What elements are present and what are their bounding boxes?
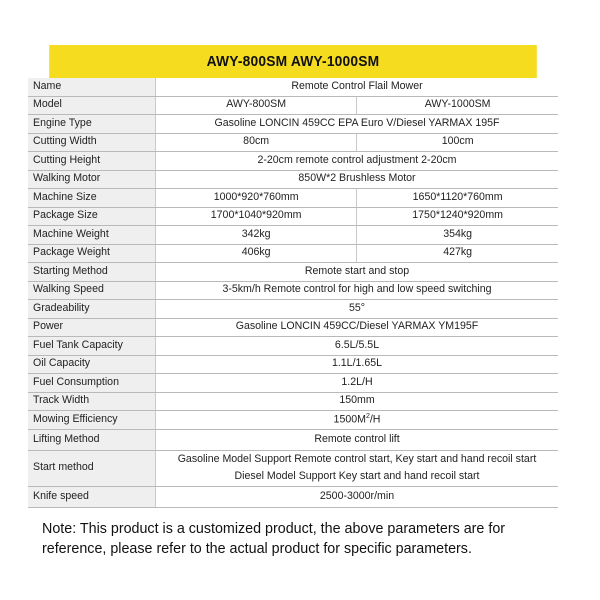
- table-row: [28, 300, 558, 319]
- table-row: [28, 244, 558, 263]
- table-row: [28, 355, 558, 374]
- table-row: [28, 207, 558, 226]
- row-value-b: 354kg: [357, 226, 558, 245]
- row-value-b: AWY-1000SM: [357, 96, 558, 115]
- row-value-b: 1750*1240*920mm: [357, 207, 558, 226]
- table-row: [28, 189, 558, 208]
- row-label: Package Size: [28, 207, 156, 226]
- row-label: Model: [28, 96, 156, 115]
- mowing-efficiency-number: 1500M: [333, 413, 366, 426]
- table-row: [28, 115, 558, 134]
- row-value: 3-5km/h Remote control for high and low speed switching: [156, 281, 559, 300]
- row-value-b: 1650*1120*760mm: [357, 189, 558, 208]
- row-label: Start method: [28, 450, 156, 486]
- disclaimer-note: Note: This product is a customized product, the above parameters are for reference, please refer to the actual product for specific parameters.: [42, 521, 506, 557]
- row-value: 1.1L/1.65L: [156, 355, 559, 374]
- row-label: Walking Speed: [28, 281, 156, 300]
- table-row: [28, 411, 558, 430]
- row-value-a: 406kg: [156, 244, 357, 263]
- row-value-a: AWY-800SM: [156, 96, 357, 115]
- row-value: [156, 411, 559, 430]
- row-value: 2500-3000r/min: [156, 486, 559, 507]
- row-label: Fuel Tank Capacity: [28, 337, 156, 356]
- row-label: Knife speed: [28, 486, 156, 507]
- row-label: Gradeability: [28, 300, 156, 319]
- table-row: [28, 263, 558, 282]
- row-value: 6.5L/5.5L: [156, 337, 559, 356]
- table-row: [28, 96, 558, 115]
- row-label: Track Width: [28, 392, 156, 411]
- table-row: [28, 486, 558, 507]
- row-label: Engine Type: [28, 115, 156, 134]
- table-row: [28, 392, 558, 411]
- table-row: [28, 337, 558, 356]
- table-row: [28, 450, 558, 486]
- row-value: 850W*2 Brushless Motor: [156, 170, 559, 189]
- row-value: Remote start and stop: [156, 263, 559, 282]
- table-row: [28, 226, 558, 245]
- row-value: 1.2L/H: [156, 374, 559, 393]
- row-value-a: 1700*1040*920mm: [156, 207, 357, 226]
- row-value-b: 427kg: [357, 244, 558, 263]
- row-value: Gasoline LONCIN 459CC/Diesel YARMAX YM195F: [156, 318, 559, 337]
- mowing-efficiency-suffix: /H: [369, 413, 381, 426]
- row-value: Remote control lift: [156, 429, 559, 450]
- row-value-a: 1000*920*760mm: [156, 189, 357, 208]
- row-label: Cutting Height: [28, 152, 156, 171]
- row-value: 55°: [156, 300, 559, 319]
- mowing-efficiency-superscript: 2: [365, 413, 370, 421]
- row-label: Lifting Method: [28, 429, 156, 450]
- row-label: Fuel Consumption: [28, 374, 156, 393]
- row-label: Name: [28, 78, 156, 96]
- table-row: [28, 133, 558, 152]
- start-method-line-2: Diesel Model Support Key start and hand recoil start: [234, 470, 480, 482]
- row-label: Cutting Width: [28, 133, 156, 152]
- row-label: Machine Weight: [28, 226, 156, 245]
- row-label: Mowing Efficiency: [28, 411, 156, 430]
- table-row: [28, 78, 558, 96]
- row-value-a: 342kg: [156, 226, 357, 245]
- row-label: Package Weight: [28, 244, 156, 263]
- row-label: Starting Method: [28, 263, 156, 282]
- start-method-line-1: Gasoline Model Support Remote control start, Key start and hand recoil start: [177, 453, 537, 465]
- table-row: [28, 152, 558, 171]
- table-row: [28, 281, 558, 300]
- row-label: Machine Size: [28, 189, 156, 208]
- spec-sheet: [28, 45, 558, 508]
- row-value-a: 80cm: [156, 133, 357, 152]
- row-value: 150mm: [156, 392, 559, 411]
- row-label: Walking Motor: [28, 170, 156, 189]
- row-value: 2-20cm remote control adjustment 2-20cm: [156, 152, 559, 171]
- row-value-b: 100cm: [357, 133, 558, 152]
- spec-table: [28, 78, 558, 508]
- table-row: [28, 170, 558, 189]
- row-value: Gasoline LONCIN 459CC EPA Euro V/Diesel YARMAX 195F: [156, 115, 559, 134]
- row-label: Power: [28, 318, 156, 337]
- row-value: [156, 450, 559, 486]
- spec-title: AWY-800SM AWY-1000SM: [49, 45, 537, 78]
- table-row: [28, 429, 558, 450]
- table-row: [28, 374, 558, 393]
- row-value: Remote Control Flail Mower: [156, 78, 559, 96]
- table-row: [28, 318, 558, 337]
- row-label: Oil Capacity: [28, 355, 156, 374]
